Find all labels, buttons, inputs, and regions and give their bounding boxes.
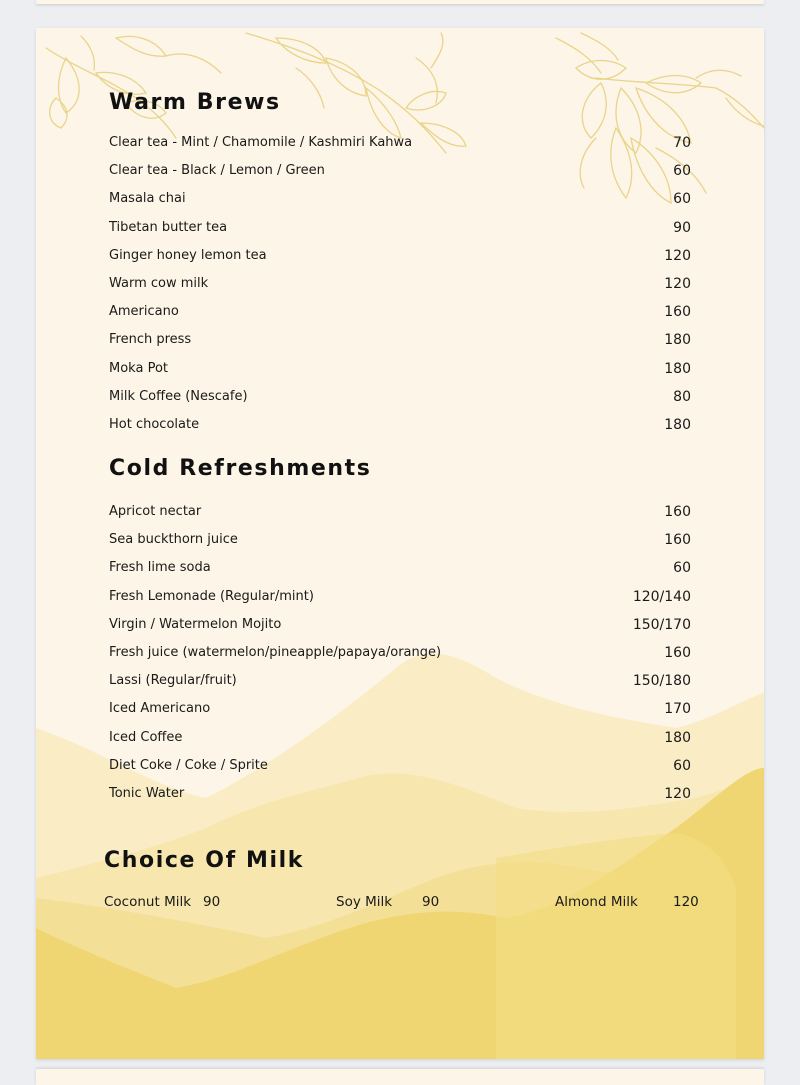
- item-price: 120/140: [632, 588, 691, 605]
- item-name: Fresh Lemonade (Regular/mint): [109, 588, 314, 604]
- previous-page-edge: [36, 0, 764, 4]
- milk-option-price: 90: [422, 894, 440, 910]
- milk-option-price: 120: [673, 894, 699, 910]
- menu-page: [36, 28, 764, 1059]
- next-page-edge: [36, 1069, 764, 1085]
- item-name: Milk Coffee (Nescafe): [109, 388, 248, 404]
- menu-item: [109, 214, 691, 242]
- item-price: 150/180: [632, 673, 691, 690]
- menu-item: [109, 583, 691, 611]
- cold-refreshments-title: Cold Refreshments: [109, 456, 372, 481]
- menu-item: [109, 526, 691, 554]
- menu-item: [109, 752, 691, 780]
- milk-option-name: Almond Milk: [555, 894, 638, 910]
- item-price: 70: [673, 135, 691, 151]
- menu-item: [109, 695, 691, 723]
- item-price: 180: [664, 332, 691, 349]
- warm-brews-title: Warm Brews: [109, 90, 281, 115]
- item-name: Diet Coke / Coke / Sprite: [109, 757, 268, 773]
- item-price: 150/170: [632, 616, 691, 633]
- item-price: 60: [673, 163, 691, 180]
- cold-refreshments-list: [109, 498, 691, 808]
- item-price: 180: [664, 416, 691, 433]
- item-name: Fresh juice (watermelon/pineapple/papaya/orange): [109, 644, 442, 660]
- menu-item: [109, 326, 691, 354]
- item-price: 160: [664, 504, 691, 520]
- item-name: Clear tea - Black / Lemon / Green: [109, 163, 325, 179]
- item-name: Masala chai: [109, 191, 186, 207]
- item-name: Ginger honey lemon tea: [109, 247, 267, 263]
- choice-of-milk-title: Choice Of Milk: [104, 848, 305, 873]
- menu-content: [36, 28, 764, 1059]
- item-name: Clear tea - Mint / Chamomile / Kashmiri Kahwa: [109, 135, 413, 150]
- item-name: French press: [109, 332, 192, 348]
- item-name: Warm cow milk: [109, 275, 209, 291]
- item-price: 170: [664, 701, 691, 718]
- menu-item: [109, 355, 691, 383]
- item-price: 120: [664, 275, 691, 292]
- menu-item: [109, 185, 691, 213]
- item-name: Lassi (Regular/fruit): [109, 673, 237, 689]
- item-price: 180: [664, 360, 691, 377]
- menu-item: [109, 157, 691, 185]
- menu-item: [109, 639, 691, 667]
- milk-options: [36, 894, 764, 914]
- item-name: Iced Americano: [109, 701, 211, 717]
- menu-item: [109, 780, 691, 808]
- item-price: 80: [673, 388, 691, 405]
- milk-option-name: Coconut Milk: [104, 894, 192, 910]
- menu-item: [109, 129, 691, 157]
- item-name: Americano: [109, 304, 179, 320]
- item-name: Apricot nectar: [109, 504, 202, 519]
- item-price: 160: [664, 532, 691, 549]
- item-price: 180: [664, 729, 691, 746]
- menu-item: [109, 411, 691, 439]
- item-price: 90: [673, 219, 691, 236]
- item-name: Moka Pot: [109, 360, 168, 376]
- item-price: 60: [673, 191, 691, 208]
- item-name: Sea buckthorn juice: [109, 532, 238, 548]
- warm-brews-list: [109, 129, 691, 439]
- item-price: 60: [673, 560, 691, 577]
- item-price: 60: [673, 757, 691, 774]
- item-name: Hot chocolate: [109, 416, 200, 432]
- item-name: Fresh lime soda: [109, 560, 211, 576]
- milk-option-price: 90: [203, 894, 221, 910]
- menu-item: [109, 611, 691, 639]
- item-name: Virgin / Watermelon Mojito: [109, 616, 282, 632]
- item-price: 160: [664, 304, 691, 321]
- menu-item: [109, 298, 691, 326]
- menu-item: [109, 383, 691, 411]
- item-name: Tibetan butter tea: [109, 219, 228, 235]
- item-name: Tonic Water: [109, 785, 185, 801]
- menu-item: [109, 498, 691, 526]
- menu-item: [109, 242, 691, 270]
- menu-item: [109, 554, 691, 582]
- milk-option-name: Soy Milk: [336, 894, 393, 910]
- item-price: 120: [664, 247, 691, 264]
- item-price: 160: [664, 644, 691, 661]
- menu-item: [109, 667, 691, 695]
- menu-item: [109, 724, 691, 752]
- item-name: Iced Coffee: [109, 729, 183, 745]
- item-price: 120: [664, 785, 691, 802]
- menu-item: [109, 270, 691, 298]
